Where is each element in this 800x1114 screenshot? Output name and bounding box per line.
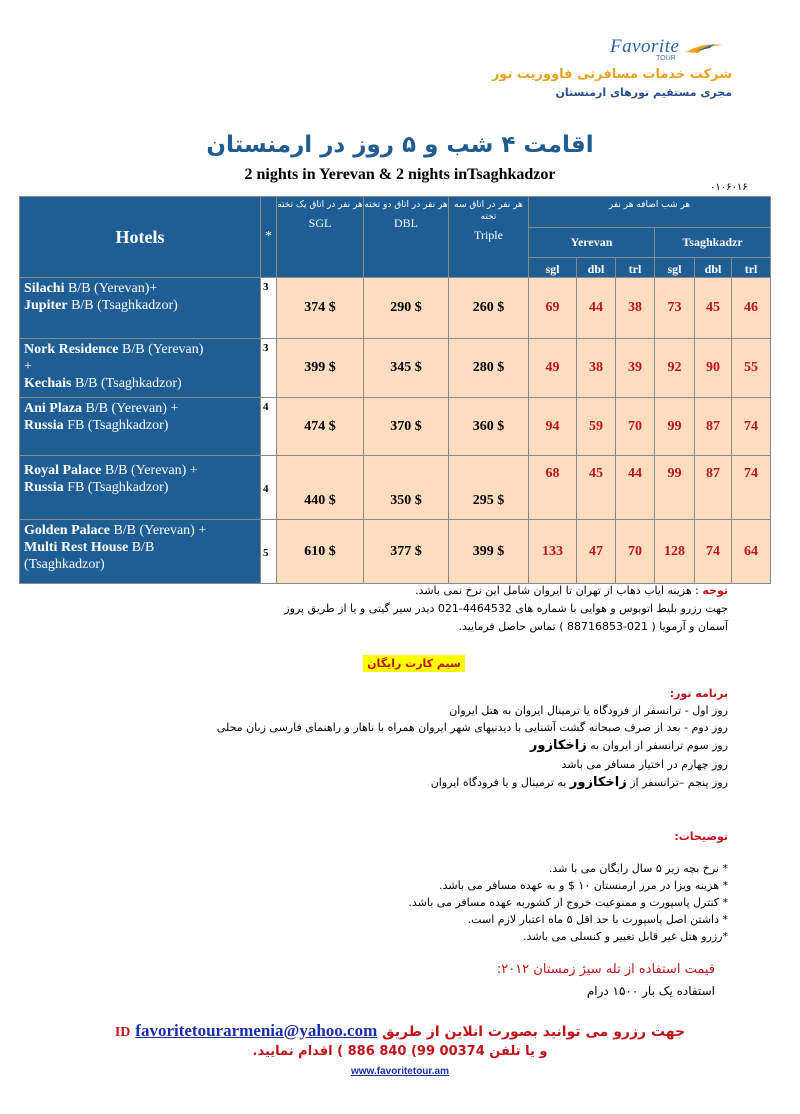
header-triple-fa: هر نفر در اتاق سه تخته <box>454 200 523 222</box>
header-dbl-en: DBL <box>394 216 418 230</box>
star-rating: 3 <box>261 278 277 339</box>
price-dbl: 345 $ <box>364 339 449 398</box>
price-sgl: 440 $ <box>277 456 364 520</box>
hotel-name: Royal Palace <box>24 463 102 478</box>
program-day-4: روز چهارم در اختیار مسافر می باشد <box>561 758 728 771</box>
program-day-2: روز دوم - بعد از صرف صبحانه گشت آشنایی با دیدنیهای شهر ایروان همراه با ناهار و راهنمای فارسی زبان محلی <box>216 721 728 734</box>
extra-tsaghkadzor-dbl: 74 <box>695 520 732 584</box>
price-triple: 399 $ <box>449 520 529 584</box>
program-day-3 <box>530 738 728 753</box>
conditions-title: توضیحات: <box>674 830 728 843</box>
price-sgl: 474 $ <box>277 398 364 456</box>
header-triple <box>449 197 529 278</box>
extra-tsaghkadzor-sgl: 99 <box>655 398 695 456</box>
header-yerevan-trl: trl <box>616 258 655 278</box>
hotel-board: B/B (Yerevan) + <box>81 401 179 416</box>
extra-yerevan-dbl: 44 <box>577 278 616 339</box>
price-triple: 360 $ <box>449 398 529 456</box>
page-title: اقامت ۴ شب و ۵ روز در ارمنستان <box>206 132 594 158</box>
price-dbl: 377 $ <box>364 520 449 584</box>
reference-number: ۰۱۰۶۰۱۶ <box>710 182 748 193</box>
extra-tsaghkadzor-dbl: 90 <box>695 339 732 398</box>
hotel-board: FB (Tsaghkadzor) <box>63 480 169 495</box>
hotel-name: Kechais <box>24 376 72 391</box>
extra-tsaghkadzor-sgl: 128 <box>655 520 695 584</box>
price-triple: 295 $ <box>449 456 529 520</box>
hotel-board: B/B (Yerevan) + <box>101 463 198 478</box>
hotel-plus: + <box>24 359 32 374</box>
extra-tsaghkadzor-dbl: 45 <box>695 278 732 339</box>
program-day-5-rest: به ترمینال و یا فرودگاه ایروان <box>430 776 570 789</box>
extra-tsaghkadzor-trl: 55 <box>732 339 771 398</box>
header-dbl-fa: هر نفر در اتاق دو تخته <box>364 200 448 210</box>
extra-yerevan-sgl: 94 <box>529 398 577 456</box>
extra-yerevan-sgl: 49 <box>529 339 577 398</box>
program-day-5-text: روز پنجم –ترانسفر از <box>626 776 728 789</box>
note-label: توجه <box>702 584 728 597</box>
condition-item: * داشتن اصل پاسپورت با حد اقل ۵ ماه اعتبار لازم است. <box>467 913 728 926</box>
hotel-board: B/B (Tsaghkadzor) <box>67 298 178 313</box>
hotel-board: B/B <box>128 540 155 555</box>
company-logo <box>606 34 724 64</box>
extra-yerevan-sgl: 133 <box>529 520 577 584</box>
table-row <box>20 456 771 520</box>
extra-tsaghkadzor-dbl: 87 <box>695 456 732 520</box>
header-sgl <box>277 197 364 278</box>
price-triple: 280 $ <box>449 339 529 398</box>
contact-id-label: ID <box>114 1025 131 1040</box>
hotel-name: Nork Residence <box>24 342 119 357</box>
star-rating: 5 <box>261 520 277 584</box>
note-booking: جهت رزرو بلیط اتوبوس و هوایی با شماره های 4464532-021 دیدر سیر گیتی و یا از طریق پروز <box>284 602 728 615</box>
chairlift-price: استفاده یک بار ۱۵۰۰ درام <box>586 984 715 998</box>
hotel-name-cell <box>20 456 261 520</box>
table-row <box>20 398 771 456</box>
company-tagline: مجری مستقیم تورهای ارمنستان <box>555 86 732 99</box>
plane-icon <box>684 40 724 56</box>
price-dbl: 290 $ <box>364 278 449 339</box>
website-link[interactable]: www.favoritetour.am <box>351 1066 449 1077</box>
hotel-name: Golden Palace <box>24 523 110 538</box>
program-day-1: روز اول - ترانسفر از فرودگاه یا ترمینال ایروان به هتل ایروان <box>449 704 728 717</box>
contact-online-text: جهت رزرو می توانید بصورت انلاین از طریق <box>382 1024 686 1040</box>
chairlift-title: قیمت استفاده از تله سیژ زمستان ۲۰۱۲: <box>496 962 715 977</box>
header-tsaghkadzor-trl: trl <box>732 258 771 278</box>
extra-tsaghkadzor-trl: 74 <box>732 398 771 456</box>
star-rating: 4 <box>261 398 277 456</box>
header-yerevan: Yerevan <box>529 228 655 258</box>
page-subtitle: 2 nights in Yerevan & 2 nights inTsaghkadzor <box>244 166 556 183</box>
extra-yerevan-trl: 70 <box>616 398 655 456</box>
hotel-board: B/B (Yerevan)+ <box>64 281 158 296</box>
price-dbl: 350 $ <box>364 456 449 520</box>
extra-yerevan-trl: 38 <box>616 278 655 339</box>
logo-tagline: TOUR <box>656 55 676 62</box>
hotel-name-cell <box>20 398 261 456</box>
contact-phone: و یا تلفن 00374 99) 840 886 ) اقدام نمایید. <box>252 1044 548 1059</box>
extra-yerevan-dbl: 47 <box>577 520 616 584</box>
header-hotels: Hotels <box>20 197 261 278</box>
extra-tsaghkadzor-sgl: 92 <box>655 339 695 398</box>
hotel-board: B/B (Yerevan) <box>118 342 204 357</box>
table-row <box>20 278 771 339</box>
header-dbl <box>364 197 449 278</box>
hotel-board: B/B (Yerevan) + <box>109 523 207 538</box>
hotel-name: Jupiter <box>24 298 68 313</box>
hotel-location: (Tsaghkadzor) <box>24 557 105 572</box>
contact-online <box>0 1021 800 1041</box>
program-day-3-city: زاخکازور <box>529 738 587 753</box>
note-text: : هزینه ایاب ذهاب از تهران تا ایروان شامل این نرخ نمی باشد. <box>415 584 703 597</box>
extra-yerevan-trl: 70 <box>616 520 655 584</box>
hotel-name: Ani Plaza <box>24 401 82 416</box>
extra-yerevan-trl: 39 <box>616 339 655 398</box>
logo-text: Favorite <box>610 36 680 57</box>
star-rating: 3 <box>261 339 277 398</box>
hotel-name: Multi Rest House <box>24 540 129 555</box>
hotel-name: Russia <box>24 480 64 495</box>
condition-item: * کنترل پاسپورت و ممنوعیت خروج از کشوربه عهده مسافر می باشد. <box>408 896 728 909</box>
company-name: شرکت خدمات مسافرتی فاووریت تور <box>491 67 732 82</box>
price-table <box>19 196 771 584</box>
price-sgl: 610 $ <box>277 520 364 584</box>
program-day-3-text: روز سوم ترانسفر از ایروان به <box>586 739 728 752</box>
extra-yerevan-sgl: 69 <box>529 278 577 339</box>
condition-item: *رزرو هتل غیر قابل تغییر و کنسلی می باشد. <box>523 930 728 943</box>
hotel-name-cell <box>20 278 261 339</box>
header-star: * <box>261 197 277 278</box>
header-triple-en: Triple <box>474 228 503 242</box>
extra-tsaghkadzor-trl: 46 <box>732 278 771 339</box>
program-title: برنامه تور: <box>669 687 728 700</box>
header-tsaghkadzor-dbl: dbl <box>695 258 732 278</box>
note-transport <box>168 584 728 597</box>
hotel-board: B/B (Tsaghkadzor) <box>71 376 182 391</box>
hotel-name-cell <box>20 520 261 584</box>
program-day-5-city: زاخکازور <box>569 775 627 790</box>
header-sgl-fa: هر نفر در اتاق یک تخته <box>277 200 363 210</box>
program-day-5 <box>431 775 728 790</box>
price-sgl: 399 $ <box>277 339 364 398</box>
extra-tsaghkadzor-trl: 74 <box>732 456 771 520</box>
condition-item: * نرخ بچه زیر ۵ سال رایگان می با شد. <box>548 862 728 875</box>
extra-yerevan-trl: 44 <box>616 456 655 520</box>
extra-yerevan-dbl: 59 <box>577 398 616 456</box>
extra-tsaghkadzor-dbl: 87 <box>695 398 732 456</box>
extra-tsaghkadzor-sgl: 99 <box>655 456 695 520</box>
extra-tsaghkadzor-sgl: 73 <box>655 278 695 339</box>
price-dbl: 370 $ <box>364 398 449 456</box>
header-extra-night: هر شب اضافه هر نفر <box>529 197 771 228</box>
extra-yerevan-sgl: 68 <box>529 456 577 520</box>
sim-card-badge: سیم کارت رایگان <box>363 655 465 672</box>
condition-item: * هزینه ویزا در مرز ارمنستان ۱۰ $ و به عهده مسافر می باشد. <box>439 879 728 892</box>
header-yerevan-sgl: sgl <box>529 258 577 278</box>
star-rating: 4 <box>261 456 277 520</box>
header-tsaghkadzor-sgl: sgl <box>655 258 695 278</box>
table-row <box>20 339 771 398</box>
price-sgl: 374 $ <box>277 278 364 339</box>
header-tsaghkadzor: Tsaghkadzr <box>655 228 771 258</box>
header-yerevan-dbl: dbl <box>577 258 616 278</box>
note-contact: آسمان و آرمویا ( 021-88716853 ) تماس حاصل فرمایید. <box>458 620 728 633</box>
hotel-name-cell <box>20 339 261 398</box>
header-sgl-en: SGL <box>308 216 332 230</box>
hotel-name: Russia <box>24 418 64 433</box>
contact-email-link[interactable]: favoritetourarmenia@yahoo.com <box>135 1021 378 1040</box>
extra-yerevan-dbl: 38 <box>577 339 616 398</box>
price-triple: 260 $ <box>449 278 529 339</box>
hotel-name: Silachi <box>24 281 65 296</box>
extra-yerevan-dbl: 45 <box>577 456 616 520</box>
table-row <box>20 520 771 584</box>
hotel-board: FB (Tsaghkadzor) <box>63 418 169 433</box>
extra-tsaghkadzor-trl: 64 <box>732 520 771 584</box>
